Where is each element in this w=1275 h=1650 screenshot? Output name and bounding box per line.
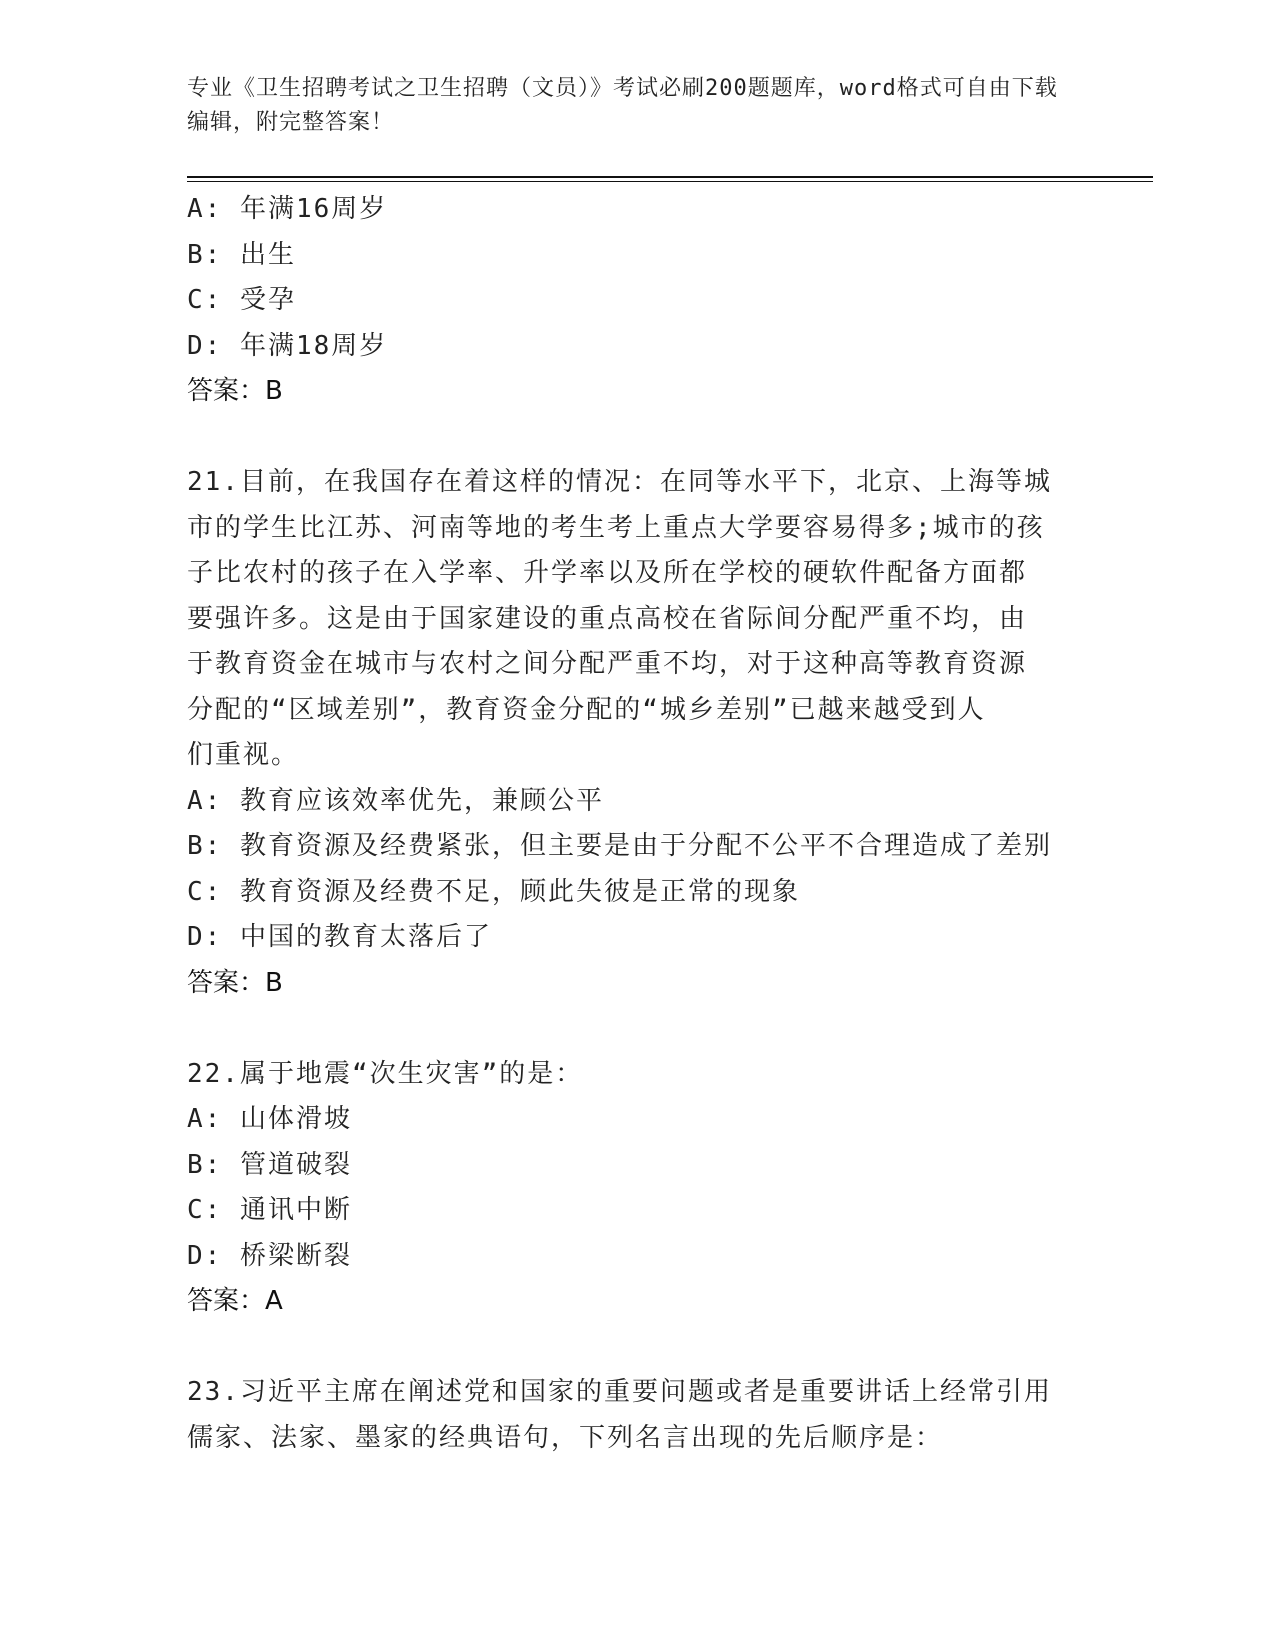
question-23-line-2: 儒家、法家、墨家的经典语句，下列名言出现的先后顺序是：: [187, 1422, 944, 1453]
option-d: D: 中国的教育太落后了: [187, 922, 492, 952]
option-a: A: 教育应该效率优先，兼顾公平: [187, 785, 604, 816]
answer: 答案：B: [187, 967, 283, 998]
question-21-block: [187, 460, 1087, 1006]
option-d: D: 桥梁断裂: [187, 1240, 352, 1271]
spacer: [187, 415, 1087, 461]
question-21-line-7: 们重视。: [187, 740, 300, 770]
option-c: C: 教育资源及经费不足，顾此失彼是正常的现象: [187, 876, 800, 907]
option-d: D: 年满18周岁: [187, 330, 388, 361]
option-b: B: 出生: [187, 239, 296, 270]
question-21-line-5: 于教育资金在城市与农村之间分配严重不均，对于这种高等教育资源: [187, 649, 1028, 679]
question-21-line-3: 子比农村的孩子在入学率、升学率以及所在学校的硬软件配备方面都: [187, 558, 1028, 588]
question-23-line-1: 23.习近平主席在阐述党和国家的重要问题或者是重要讲话上经常引用: [187, 1377, 1052, 1407]
header-rule-thin: [187, 181, 1153, 182]
question-21-line-1: 21.目前，在我国存在着这样的情况：在同等水平下，北京、上海等城: [187, 467, 1052, 497]
prev-question-block: [187, 187, 1087, 415]
question-content: [187, 187, 1087, 1461]
header-rule-thick: [187, 176, 1153, 178]
question-23-block: [187, 1370, 1087, 1461]
option-b: B: 教育资源及经费紧张，但主要是由于分配不公平不合理造成了差别: [187, 831, 1052, 861]
question-21-line-6: 分配的“区域差别”，教育资金分配的“城乡差别”已越来越受到人: [187, 694, 986, 725]
option-a: A: 山体滑坡: [187, 1104, 352, 1134]
option-a: A: 年满16周岁: [187, 194, 388, 224]
option-c: C: 受孕: [187, 285, 296, 315]
question-21-line-2: 市的学生比江苏、河南等地的考生考上重点大学要容易得多;城市的孩: [187, 512, 1045, 543]
spacer: [187, 1006, 1087, 1052]
answer: 答案：A: [187, 1286, 283, 1316]
question-22-block: [187, 1052, 1087, 1325]
question-21-line-4: 要强许多。这是由于国家建设的重点高校在省际间分配严重不均，由: [187, 603, 1028, 634]
spacer: [187, 1325, 1087, 1371]
answer: 答案：B: [187, 376, 283, 406]
question-22-line-1: 22.属于地震“次生灾害”的是：: [187, 1058, 584, 1089]
option-c: C: 通讯中断: [187, 1195, 352, 1225]
option-b: B: 管道破裂: [187, 1149, 352, 1180]
document-header: 专业《卫生招聘考试之卫生招聘（文员）》考试必刷200题题库，word格式可自由下载编辑，附完整答案！: [187, 76, 1058, 135]
